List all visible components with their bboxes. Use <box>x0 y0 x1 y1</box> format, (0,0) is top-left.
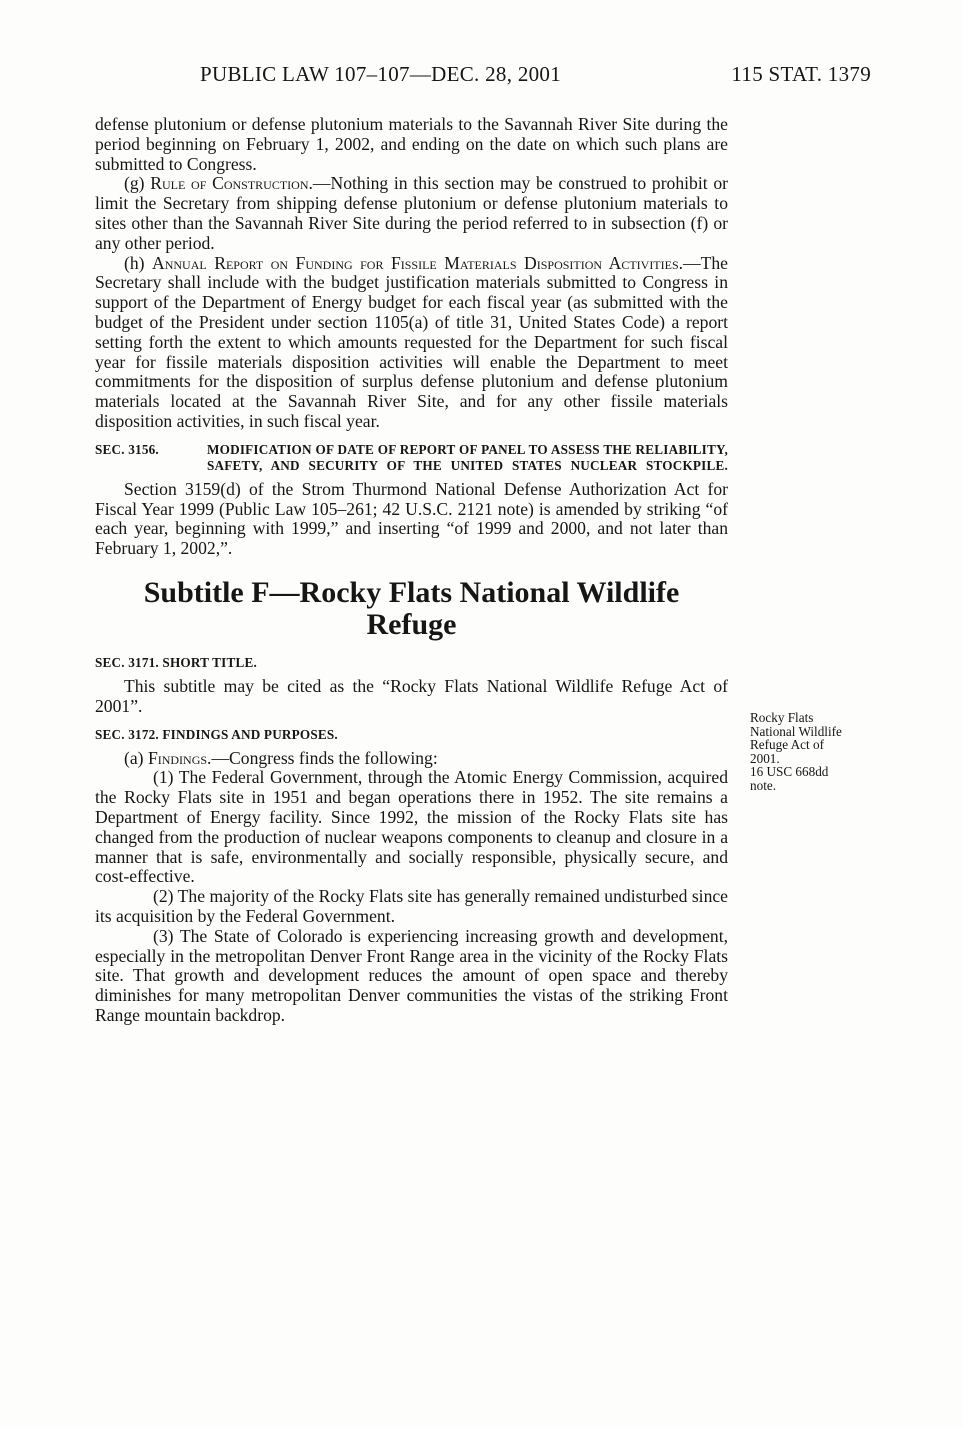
section-3156-heading <box>95 442 728 474</box>
subsection-g <box>95 174 728 253</box>
subsection-h-text: —The Secretary shall include with the budget justification materials submitted to Congress in support of the Department of Energy budget for each fiscal year (as submitted with the budget of the President under section 1105(a) of title 31, United States Code) a report setting forth the extent to which amounts requested for the Department for such fiscal year for fissile materials disposition activities will enable the Department to meet commitments for the disposition of surplus defense plutonium and defense plutonium materials located at the Savannah River Site, and for any other fissile materials disposition activities, in such fiscal year. <box>95 252 728 431</box>
subsection-h-label: (h) <box>124 252 153 273</box>
margin-note-line: note. <box>750 777 777 793</box>
margin-note-line: National Wildlife <box>750 723 842 739</box>
subsection-a-heading: Findings. <box>147 747 212 768</box>
subtitle-heading-line1: Subtitle F—Rocky Flats National Wildlife <box>143 575 680 609</box>
finding-1: (1) The Federal Government, through the Atomic Energy Commission, acquired the Rocky Flats site in 1951 and began operations there in 1952. The site remains a Department of Energy facility. Since 1992, the mission of the Rocky Flats site has changed from the production of nuclear weapons components to cleanup and closure in a manner that is safe, environmentally and socially responsible, physically secure, and cost-effective. <box>95 767 728 887</box>
subsection-g-heading: Rule of Construction. <box>150 173 313 194</box>
finding-3: (3) The State of Colorado is experiencing increasing growth and development, especially in the metropolitan Denver Front Range area in the vicinity of the Rocky Flats site. That growth and development reduces the amount of open space and thereby diminishes for many metropolitan Denver communities the vistas of the striking Front Range mountain backdrop. <box>95 925 728 1025</box>
section-3172-heading: SEC. 3172. FINDINGS AND PURPOSES. <box>95 726 338 742</box>
subsection-a-text: —Congress finds the following: <box>211 747 438 768</box>
subsection-g-label: (g) <box>124 173 151 194</box>
section-3156-number: SEC. 3156. <box>95 441 159 457</box>
subsection-h <box>95 254 728 432</box>
subtitle-heading <box>95 577 728 641</box>
margin-note-line: Rocky Flats <box>750 710 814 725</box>
margin-note-line: Refuge Act of <box>750 737 824 753</box>
page-body <box>95 115 728 1026</box>
section-3156-title <box>207 442 728 474</box>
section-3156-text: Section 3159(d) of the Strom Thurmond National Defense Authorization Act for Fiscal Year 1999 (Public Law 105–261; 42 U.S.C. 2121 note) is amended by striking “of each year, beginning with 1999,” and inserting “of 1999 and 2000, and not later than February 1, 2002,”. <box>95 478 728 559</box>
subsection-a <box>95 749 728 769</box>
section-3171-text: This subtitle may be cited as the “Rocky Flats National Wildlife Refuge Act of 2001”. <box>95 675 728 716</box>
page-header <box>200 62 871 87</box>
section-3156-title-part2: UNITED STATES NUCLEAR STOCKPILE. <box>450 457 728 473</box>
header-stat-page: 115 STAT. 1379 <box>731 62 871 86</box>
margin-note-line: 16 USC 668dd <box>750 764 829 780</box>
subtitle-heading-line2: Refuge <box>366 607 457 641</box>
finding-2: (2) The majority of the Rocky Flats site has generally remained undisturbed since its acquisition by the Federal Government. <box>95 886 728 926</box>
section-3156-title-part1: MODIFICATION OF DATE OF REPORT OF PANEL TO ASSESS THE RELIABILITY, SAFETY, AND SECURITY OF THE <box>207 441 728 473</box>
header-title: PUBLIC LAW 107–107—DEC. 28, 2001 <box>200 62 562 86</box>
paragraph-continuation: defense plutonium or defense plutonium materials to the Savannah River Site during the period beginning on February 1, 2002, and ending on the date on which such plans are submitted to Congress. <box>95 114 728 174</box>
subsection-h-heading: Annual Report on Funding for Fissile Materials Disposition Activities. <box>152 252 684 273</box>
margin-note-line: 2001. <box>750 750 780 766</box>
subsection-a-label: (a) <box>124 747 148 768</box>
section-3171-heading: SEC. 3171. SHORT TITLE. <box>95 654 257 670</box>
margin-note <box>750 711 880 793</box>
subsection-g-text: —Nothing in this section may be construed to prohibit or limit the Secretary from shipping defense plutonium or defense plutonium materials to sites other than the Savannah River Site during the period referred to in subsection (f) or any other period. <box>95 173 728 253</box>
